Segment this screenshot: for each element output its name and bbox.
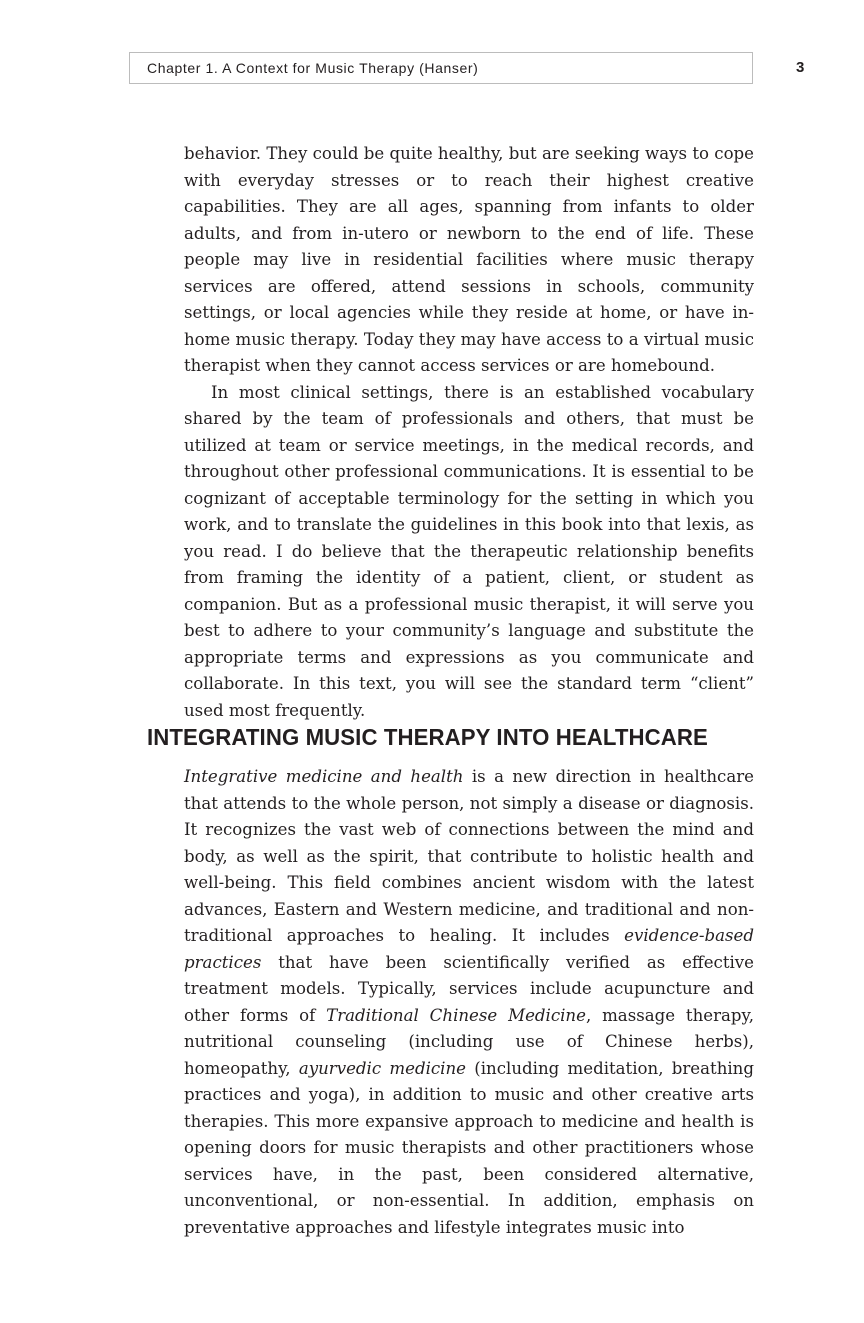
text-segment: that have been scientifically verified as effective treatment models. Typically, services include acupuncture and other forms of: [184, 952, 754, 1025]
paragraph-terminology: In most clinical settings, there is an established vocabulary shared by the team of professionals and others, that must be utilized at team or service meetings, in the medical records, and throughout other professional communications. It is essential to be cognizant of acceptable terminology for the setting in which you work, and to translate the guidelines in this book into that lexis, as you read. I do believe that the therapeutic relationship benefits from framing the identity of a patient, client, or student as companion. But as a professional music therapist, it will serve you best to adhere to your community’s language and substitute the appropriate terms and expressions as you communicate and collaborate. In this text, you will see the standard term “client” used most frequently.: [184, 382, 754, 720]
running-header: [129, 52, 753, 84]
section-heading: INTEGRATING MUSIC THERAPY INTO HEALTHCARE: [147, 724, 708, 750]
body-text-lower: [184, 764, 754, 1241]
text-segment: is a new direction in healthcare that attends to the whole person, not simply a disease or diagnosis. It recognizes the vast web of connections between the mind and body, as well as the spirit, that contribute to holistic health and well-being. This field combines ancient wisdom with the latest advances, Eastern and Western medicine, and traditional and non-traditional approaches to healing. It includes: [184, 767, 754, 945]
paragraph-continued: behavior. They could be quite healthy, but are seeking ways to cope with everyday stresses or to reach their highest creative capabilities. They are all ages, spanning from infants to older adults, and from in-utero or newborn to the end of life. These people may live in residential facilities where music therapy services are offered, attend sessions in schools, community settings, or local agencies while they reside at home, or have in-home music therapy. Today they may have access to a virtual music therapist when they cannot access services or are homebound.: [184, 144, 754, 375]
paragraph-integrative-medicine: [184, 764, 754, 1241]
running-header-title: Chapter 1. A Context for Music Therapy (Hanser): [147, 60, 479, 76]
text-segment: , massage therapy, nutritional counseling (including use of Chinese herbs), homeopathy,: [184, 1005, 755, 1078]
body-text-upper: [184, 141, 754, 724]
term-ayurvedic-medicine: ayurvedic medicine: [298, 1058, 466, 1078]
term-traditional-chinese-medicine: Traditional Chinese Medicine: [326, 1005, 586, 1025]
term-integrative-medicine: Integrative medicine and health: [184, 767, 464, 786]
page-number: 3: [796, 59, 805, 76]
term-evidence-based-practices: evidence-based practices: [184, 926, 754, 972]
text-segment: (including meditation, breathing practices and yoga), in addition to music and other creative arts therapies. This more expansive approach to medicine and health is opening doors for music therapists and other practitioners whose services have, in the past, been considered alternative, unconventional, or non-essential. In addition, emphasis on preventative approaches and lifestyle integrates music into: [184, 1058, 754, 1237]
